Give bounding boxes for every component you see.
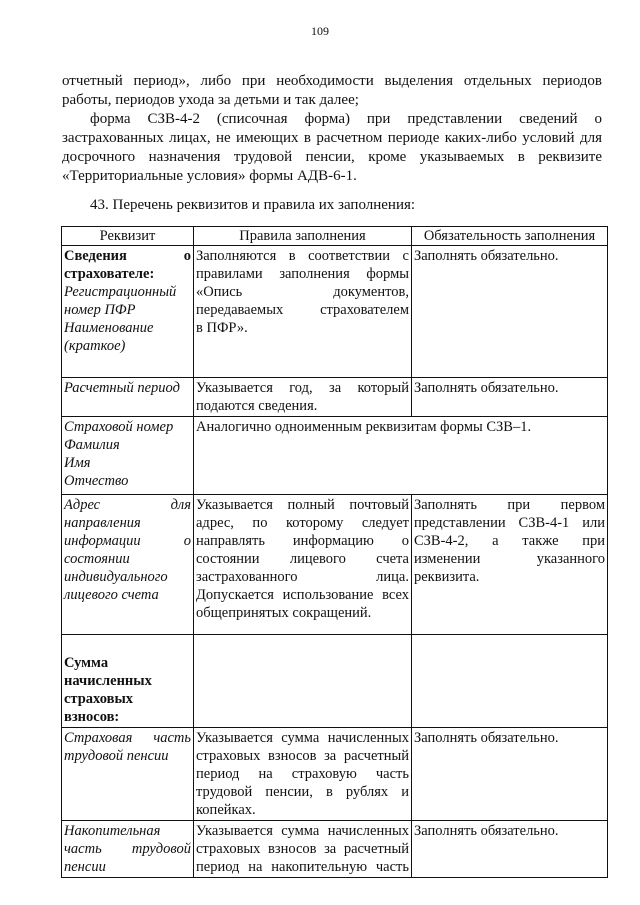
requisite-cell bbox=[62, 821, 194, 878]
text-line: «Территориальные условия» формы АДВ-6-1. bbox=[62, 168, 357, 184]
requisite-bold: начисленных bbox=[64, 673, 152, 689]
requisite-item: индивидуального bbox=[64, 569, 168, 585]
rule-line: страховых взносов за расчетный bbox=[196, 841, 409, 857]
requisite-cell bbox=[62, 246, 194, 378]
rule-line: направлять информацию о bbox=[196, 533, 409, 549]
rule-line: подаются сведения. bbox=[196, 398, 318, 414]
rule-line: Указывается сумма начисленных bbox=[196, 823, 409, 839]
requisite-item: Имя bbox=[64, 455, 91, 471]
rules-merged-cell bbox=[194, 417, 608, 495]
table-header-row bbox=[62, 227, 608, 246]
requisite-bold: Сведения о bbox=[64, 248, 191, 264]
requisite-item: направления bbox=[64, 515, 141, 531]
rule-line: Допускается использование всех bbox=[196, 587, 409, 603]
rules-cell bbox=[194, 378, 412, 417]
intro-paragraph-1 bbox=[62, 72, 602, 110]
obligation-line: изменении указанного bbox=[414, 551, 605, 567]
section-title: 43. Перечень реквизитов и правила их заполнения: bbox=[90, 197, 416, 213]
rule-line: Указывается полный почтовый bbox=[196, 497, 409, 513]
requisite-item: Фамилия bbox=[64, 437, 120, 453]
requisite-item: Наименование bbox=[64, 320, 154, 336]
rule-line: Указывается год, за который bbox=[196, 380, 409, 396]
requisite-item: Регистрационный bbox=[64, 284, 177, 300]
requisite-item: часть трудовой bbox=[64, 841, 191, 857]
obligation-text: Заполнять обязательно. bbox=[414, 823, 559, 839]
rule-line: состоянии лицевого счета bbox=[196, 551, 409, 567]
rule-line: застрахованного лица. bbox=[196, 569, 409, 585]
rule-line: передаваемых страхователем bbox=[196, 302, 409, 318]
requisite-item: трудовой пенсии bbox=[64, 748, 169, 764]
obligation-line: Заполнять при первом bbox=[414, 497, 605, 513]
rules-cell bbox=[194, 495, 412, 635]
rule-line: Заполняются в соответствии с bbox=[196, 248, 409, 264]
table-row bbox=[62, 246, 608, 378]
requisite-bold: страховых bbox=[64, 691, 134, 707]
rule-line: период на накопительную часть bbox=[196, 859, 409, 875]
requisite-item: Расчетный период bbox=[64, 380, 180, 396]
page-number: 109 bbox=[311, 24, 329, 38]
requisite-item: состоянии bbox=[64, 551, 130, 567]
rule-line: трудовой пенсии, в рублях и bbox=[196, 784, 409, 800]
requisite-cell bbox=[62, 495, 194, 635]
obligation-cell bbox=[412, 246, 608, 378]
rule-line: общепринятых сокращений. bbox=[196, 605, 372, 621]
table-row bbox=[62, 495, 608, 635]
requisite-bold: страхователе: bbox=[64, 266, 155, 282]
rule-line: адрес, по которому следует bbox=[196, 515, 409, 531]
header-obligation: Обязательность заполнения bbox=[412, 227, 608, 246]
requisite-cell bbox=[62, 635, 194, 728]
table-row bbox=[62, 417, 608, 495]
table-row bbox=[62, 635, 608, 728]
requisite-item: Накопительная bbox=[64, 823, 161, 839]
requisite-item: Адрес для bbox=[64, 497, 191, 513]
obligation-text: Заполнять обязательно. bbox=[414, 248, 559, 264]
rule-line: Аналогично одноименным реквизитам формы СЗВ–1. bbox=[196, 419, 532, 435]
table-row bbox=[62, 728, 608, 821]
requisite-cell bbox=[62, 417, 194, 495]
requisite-item: Отчество bbox=[64, 473, 129, 489]
text-line: работы, периодов ухода за детьми и так далее; bbox=[62, 92, 359, 108]
text-line: форма СЗВ-4-2 (списочная форма) при представлении сведений о bbox=[90, 111, 602, 127]
rules-cell bbox=[194, 728, 412, 821]
header-rules: Правила заполнения bbox=[194, 227, 412, 246]
obligation-cell bbox=[412, 495, 608, 635]
rule-line: копейках. bbox=[196, 802, 256, 818]
requisite-item: пенсии bbox=[64, 859, 106, 875]
rule-line: «Опись документов, bbox=[196, 284, 409, 300]
rule-line: Указывается сумма начисленных bbox=[196, 730, 409, 746]
obligation-line: представлении СЗВ-4-1 или bbox=[414, 515, 605, 531]
rules-cell bbox=[194, 821, 412, 878]
rules-cell bbox=[194, 246, 412, 378]
obligation-cell bbox=[412, 635, 608, 728]
obligation-cell bbox=[412, 821, 608, 878]
table-row bbox=[62, 821, 608, 878]
requisite-item: лицевого счета bbox=[64, 587, 159, 603]
requisite-item: (краткое) bbox=[64, 338, 126, 354]
requisite-item: Страховая часть bbox=[64, 730, 191, 746]
table-row bbox=[62, 378, 608, 417]
text-line: застрахованных лицах, не имеющих в расчетном периоде каких-либо условий для bbox=[62, 130, 602, 146]
requisite-item: Страховой номер bbox=[64, 419, 174, 435]
requisite-item: номер ПФР bbox=[64, 302, 136, 318]
obligation-text: Заполнять обязательно. bbox=[414, 730, 559, 746]
rules-cell bbox=[194, 635, 412, 728]
obligation-cell bbox=[412, 728, 608, 821]
text-line: отчетный период», либо при необходимости выделения отдельных периодов bbox=[62, 73, 602, 89]
requisites-table bbox=[61, 226, 608, 878]
requisite-item: информации о bbox=[64, 533, 191, 549]
obligation-line: СЗВ-4-2, а также при bbox=[414, 533, 605, 549]
text-line: досрочного назначения трудовой пенсии, кроме указываемых в реквизите bbox=[62, 149, 602, 165]
obligation-text: Заполнять обязательно. bbox=[414, 380, 559, 396]
obligation-line: реквизита. bbox=[414, 569, 480, 585]
obligation-cell bbox=[412, 378, 608, 417]
rule-line: период на страховую часть bbox=[196, 766, 409, 782]
intro-paragraph-2 bbox=[62, 110, 602, 186]
rule-line: в ПФР». bbox=[196, 320, 248, 336]
requisite-bold: взносов: bbox=[64, 709, 120, 725]
header-requisite: Реквизит bbox=[62, 227, 194, 246]
requisite-cell bbox=[62, 728, 194, 821]
requisite-bold: Сумма bbox=[64, 655, 109, 671]
rule-line: правилами заполнения формы bbox=[196, 266, 409, 282]
rule-line: страховых взносов за расчетный bbox=[196, 748, 409, 764]
requisite-cell bbox=[62, 378, 194, 417]
